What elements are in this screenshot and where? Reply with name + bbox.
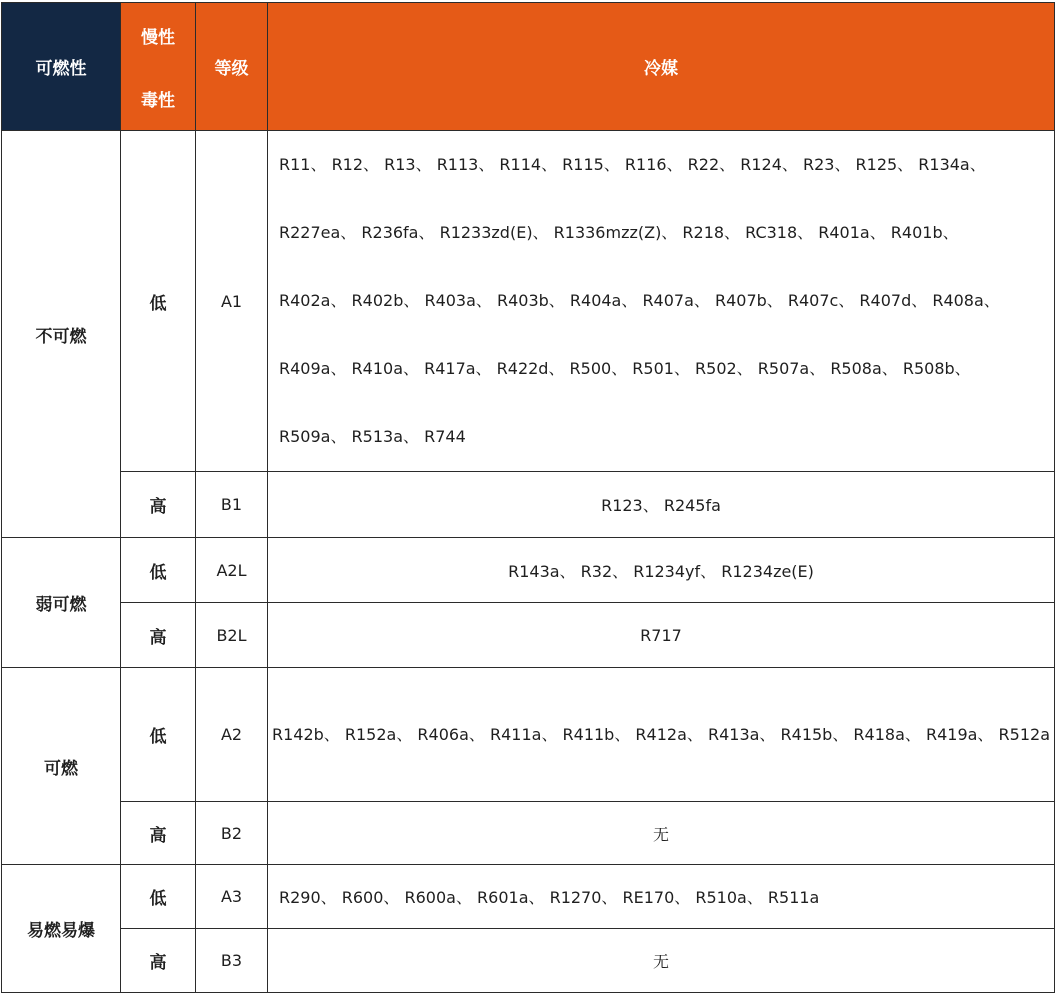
- toxicity-cell: 高: [121, 603, 196, 668]
- refrigerant-line: R409a、 R410a、 R417a、 R422d、 R500、 R501、 R502、 R507a、 R508a、 R508b、: [279, 359, 971, 378]
- toxicity-cell: 低: [121, 668, 196, 802]
- grade-cell: B1: [196, 472, 268, 538]
- header-toxicity-line1: 慢性: [141, 27, 175, 48]
- grade-cell: A3: [196, 865, 268, 929]
- header-grade: 等级: [196, 3, 268, 131]
- toxicity-cell: 高: [121, 472, 196, 538]
- toxicity-cell: 高: [121, 802, 196, 865]
- grade-cell: B2L: [196, 603, 268, 668]
- refrigerant-line: R227ea、 R236fa、 R1233zd(E)、 R1336mzz(Z)、 R218、 RC318、 R401a、 R401b、: [279, 223, 959, 242]
- refrigerant-line: R402a、 R402b、 R403a、 R403b、 R404a、 R407a、 R407b、 R407c、 R407d、 R408a、: [279, 291, 1000, 310]
- table-row: [2, 603, 1055, 668]
- toxicity-cell: 低: [121, 865, 196, 929]
- refrigerant-cell: 无: [268, 802, 1055, 865]
- table-row: [2, 802, 1055, 865]
- refrigerant-line: R509a、 R513a、 R744: [279, 427, 466, 446]
- category-cell: 易燃易爆: [2, 865, 121, 993]
- refrigerant-cell: [268, 668, 1055, 802]
- toxicity-cell: 高: [121, 929, 196, 993]
- refrigerant-cell: [268, 131, 1055, 472]
- table-row: [2, 472, 1055, 538]
- refrigerant-safety-table: [1, 2, 1055, 993]
- header-toxicity: [121, 3, 196, 131]
- table-header-row: [2, 3, 1055, 131]
- header-toxicity-line2: 毒性: [141, 90, 175, 111]
- refrigerant-cell: R290、 R600、 R600a、 R601a、 R1270、 RE170、 R510a、 R511a: [268, 865, 1055, 929]
- table-row: [2, 131, 1055, 472]
- grade-cell: A1: [196, 131, 268, 472]
- grade-cell: B2: [196, 802, 268, 865]
- header-flammability: 可燃性: [2, 3, 121, 131]
- table-row: [2, 865, 1055, 929]
- refrigerant-cell: 无: [268, 929, 1055, 993]
- refrigerant-cell: R717: [268, 603, 1055, 668]
- grade-cell: B3: [196, 929, 268, 993]
- toxicity-cell: 低: [121, 538, 196, 603]
- table-row: [2, 929, 1055, 993]
- refrigerant-line: R142b、 R152a、 R406a、 R411a、 R411b、 R412a、 R413a、 R415b、 R418a、 R419a、: [271, 724, 994, 744]
- table-row: [2, 538, 1055, 603]
- refrigerant-cell: R123、 R245fa: [268, 472, 1055, 538]
- grade-cell: A2L: [196, 538, 268, 603]
- category-cell: 弱可燃: [2, 538, 121, 668]
- refrigerant-line: R11、 R12、 R13、 R113、 R114、 R115、 R116、 R22、 R124、 R23、 R125、 R134a、: [279, 155, 986, 174]
- refrigerant-line: R512a: [998, 724, 1050, 744]
- table-row: [2, 668, 1055, 802]
- header-refrigerant: 冷媒: [268, 3, 1055, 131]
- category-cell: 可燃: [2, 668, 121, 865]
- toxicity-cell: 低: [121, 131, 196, 472]
- grade-cell: A2: [196, 668, 268, 802]
- refrigerant-cell: R143a、 R32、 R1234yf、 R1234ze(E): [268, 538, 1055, 603]
- category-cell: 不可燃: [2, 131, 121, 538]
